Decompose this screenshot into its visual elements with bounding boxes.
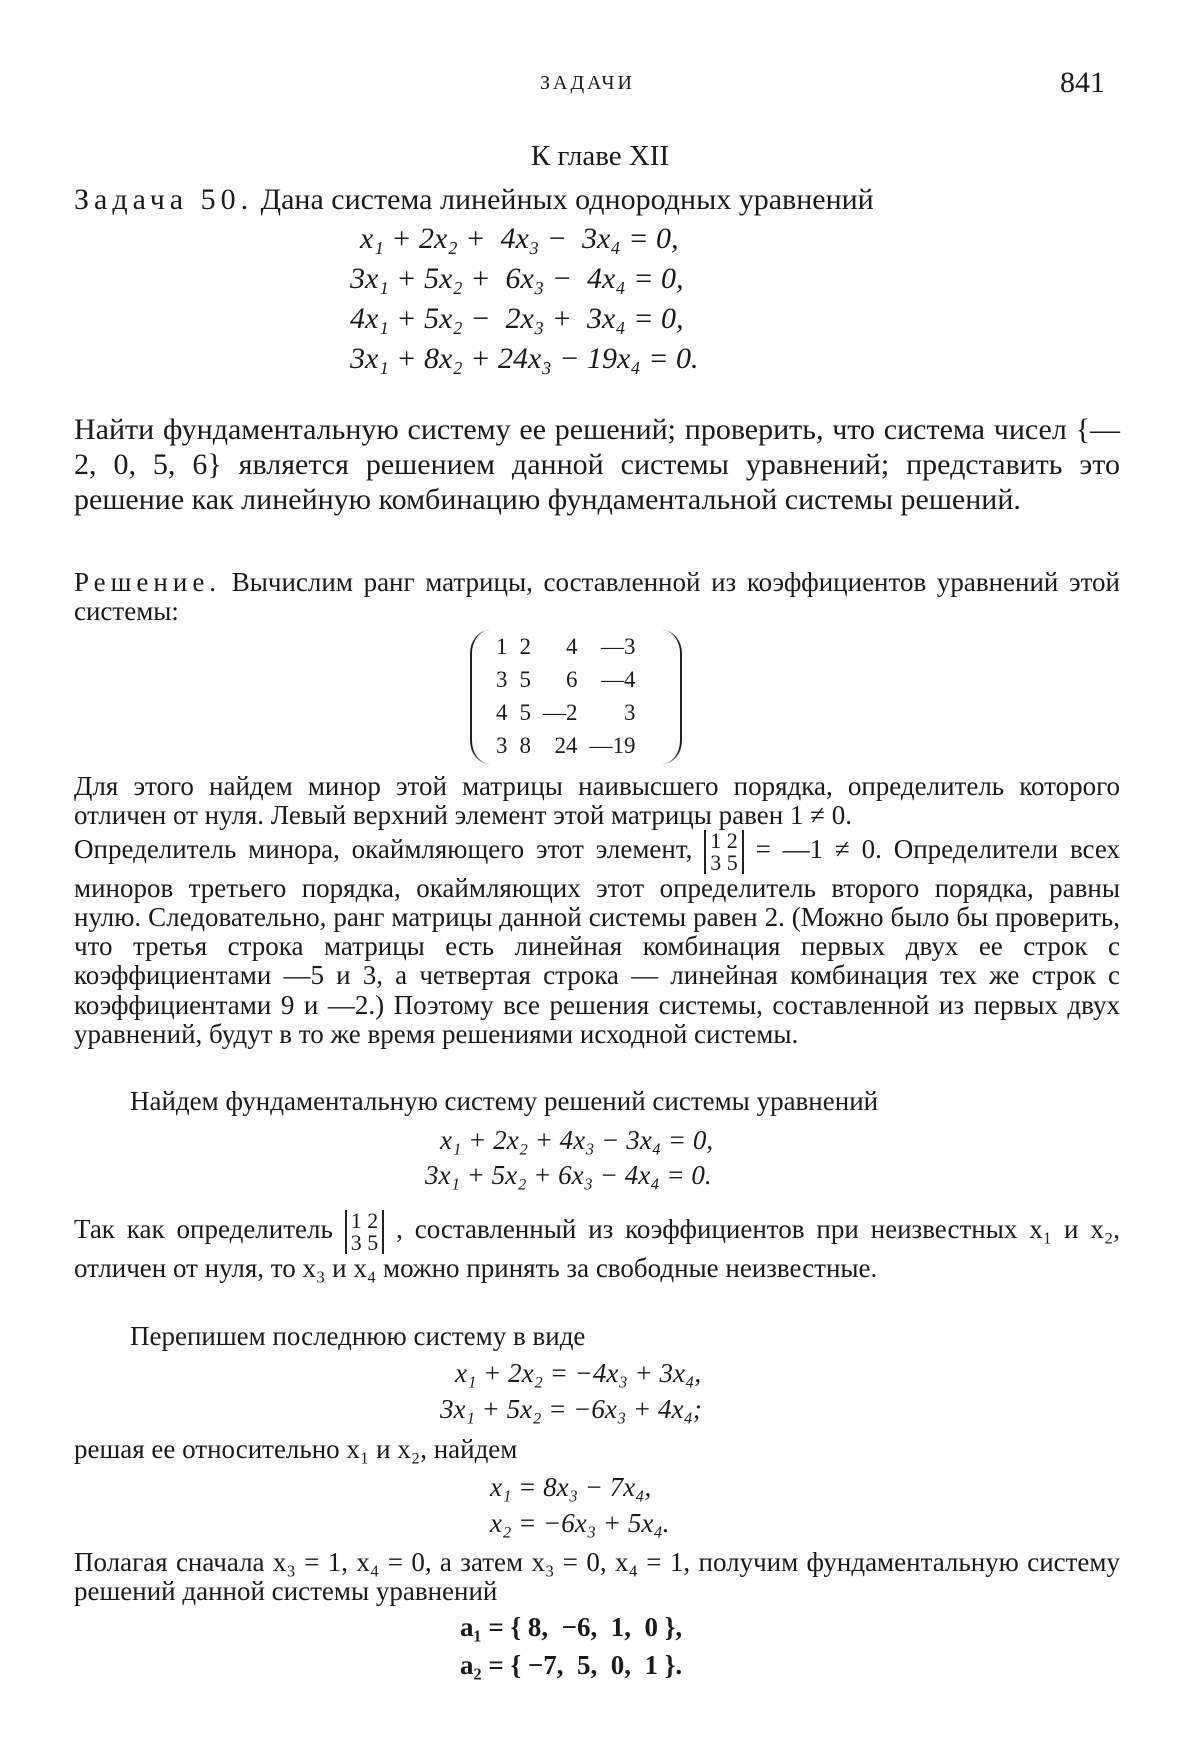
matrix-cell: 6 [566, 666, 578, 692]
determinant-2x2-b [345, 1210, 385, 1254]
system4-eq-1: x₁ = 8x₃ − 7x₄, [490, 1472, 652, 1502]
matrix-cell: 8 [519, 732, 531, 758]
matrix-row [490, 696, 642, 729]
matrix-right-paren [662, 630, 682, 764]
header-title: ЗАДАЧИ [540, 72, 635, 94]
det-row: 3 5 [710, 850, 738, 875]
problem-statement [74, 182, 1120, 218]
solution-paragraph-6: Полагая сначала x₃ = 1, x₄ = 0, а затем x₃ = 0, x₄ = 1, получим фундаментальную систему решений данной системы уравнений [74, 1547, 1120, 1607]
matrix-cell: —2 [543, 699, 578, 725]
det-row: 1 2 [710, 828, 738, 853]
matrix-cell: 3 [496, 666, 508, 692]
matrix-cell: 4 [496, 699, 508, 725]
matrix-cell: 2 [519, 633, 531, 659]
matrix-cell: 5 [519, 699, 531, 725]
determinant-2x2 [704, 830, 744, 874]
det-pre-text-2: Так как определитель [74, 1214, 333, 1245]
solution-paragraph-3 [74, 1210, 1120, 1283]
matrix-row [490, 663, 642, 696]
solution-intro [74, 568, 1120, 626]
matrix-cell: 4 [566, 633, 578, 659]
system3-eq-1: x₁ + 2x₂ = −4x₃ + 3x₄, [455, 1358, 702, 1388]
matrix-cell: 3 [624, 699, 636, 725]
solution-paragraph-4: Перепишем последнюю систему в виде [130, 1321, 586, 1351]
matrix-cell: 1 [496, 633, 508, 659]
coefficient-matrix [470, 630, 682, 764]
solution-intro-text: Вычислим ранг матрицы, составленной из коэффициентов уравнений этой системы: [74, 567, 1121, 627]
problem-intro: Дана система линейных однородных уравнений [260, 183, 874, 216]
solution-paragraph-1b [74, 830, 1120, 1049]
solution-paragraph-5: решая ее относительно x₁ и x₂, найдем [74, 1434, 518, 1464]
system2-eq-1: x₁ + 2x₂ + 4x₃ − 3x₄ = 0, [440, 1125, 714, 1155]
det-row: 3 5 [350, 1230, 379, 1255]
solution-paragraph-2: Найдем фундаментальную систему решений системы уравнений [130, 1086, 879, 1116]
matrix-cell: 5 [519, 666, 531, 692]
det-post-text-2: , составленный из коэффициентов при неизвестных x₁ и x₂, отличен от нуля, то x₃ и x₄ можно принять за свободные неизвестные. [74, 1214, 1121, 1283]
matrix-cell: —19 [589, 732, 636, 758]
system-eq-1: x₁ + 2x₂ + 4x₃ − 3x₄ = 0, [360, 222, 679, 255]
problem-task: Найти фундаментальную систему ее решений; проверить, что система чисел {—2, 0, 5, 6} является решением данной системы уравнений; представить это решение как линейную комбинацию фундаментальной системы решений. [74, 413, 1120, 517]
solution-paragraph-1: Для этого найдем минор этой матрицы наивысшего порядка, определитель которого отличен от нуля. Левый верхний элемент этой матрицы равен 1 ≠ 0. [74, 771, 1120, 831]
det-pre-text: Определитель минора, окаймляющего этот элемент, [74, 834, 693, 865]
matrix-cell: —4 [601, 666, 636, 692]
matrix-left-paren [470, 630, 490, 764]
page-number: 841 [1060, 66, 1105, 99]
matrix-row [490, 729, 642, 762]
fundamental-solution-1: a₁ = { 8, −6, 1, 0 }, [460, 1612, 683, 1642]
system4-eq-2: x₂ = −6x₃ + 5x₄. [490, 1508, 670, 1538]
system-eq-3: 4x₁ + 5x₂ − 2x₃ + 3x₄ = 0, [350, 302, 684, 335]
det-row: 1 2 [350, 1208, 379, 1233]
det-post-text: = —1 ≠ 0. Определители всех миноров третьего порядка, окаймляющих этот определитель второго порядка, равны нулю. Следовательно, ранг матрицы данной системы равен 2. (Можно было бы проверить, что третья строка матрицы есть линейная комбинация первых двух ее строк с коэффициентами —5 и 3, а четвертая строка — линейная комбинация тех же строк с коэффициентами 9 и —2.) Поэтому все решения системы, составленной из первых двух уравнений, будут в то же время решениями исходной системы. [74, 834, 1121, 1049]
solution-label: Решение. [74, 567, 222, 597]
matrix-cell: —3 [601, 633, 636, 659]
matrix-table [490, 630, 642, 762]
system2-eq-2: 3x₁ + 5x₂ + 6x₃ − 4x₄ = 0. [425, 1160, 712, 1190]
system-eq-2: 3x₁ + 5x₂ + 6x₃ − 4x₄ = 0, [350, 262, 684, 295]
matrix-cell: 24 [554, 732, 578, 758]
system3-eq-2: 3x₁ + 5x₂ = −6x₃ + 4x₄; [440, 1394, 702, 1424]
chapter-heading: К главе XII [530, 140, 670, 172]
fundamental-solution-2: a₂ = { −7, 5, 0, 1 }. [460, 1650, 683, 1680]
system-eq-4: 3x₁ + 8x₂ + 24x₃ − 19x₄ = 0. [350, 342, 699, 375]
matrix-cell: 3 [496, 732, 508, 758]
matrix-row [490, 630, 642, 663]
problem-label: Задача 50. [74, 183, 254, 216]
